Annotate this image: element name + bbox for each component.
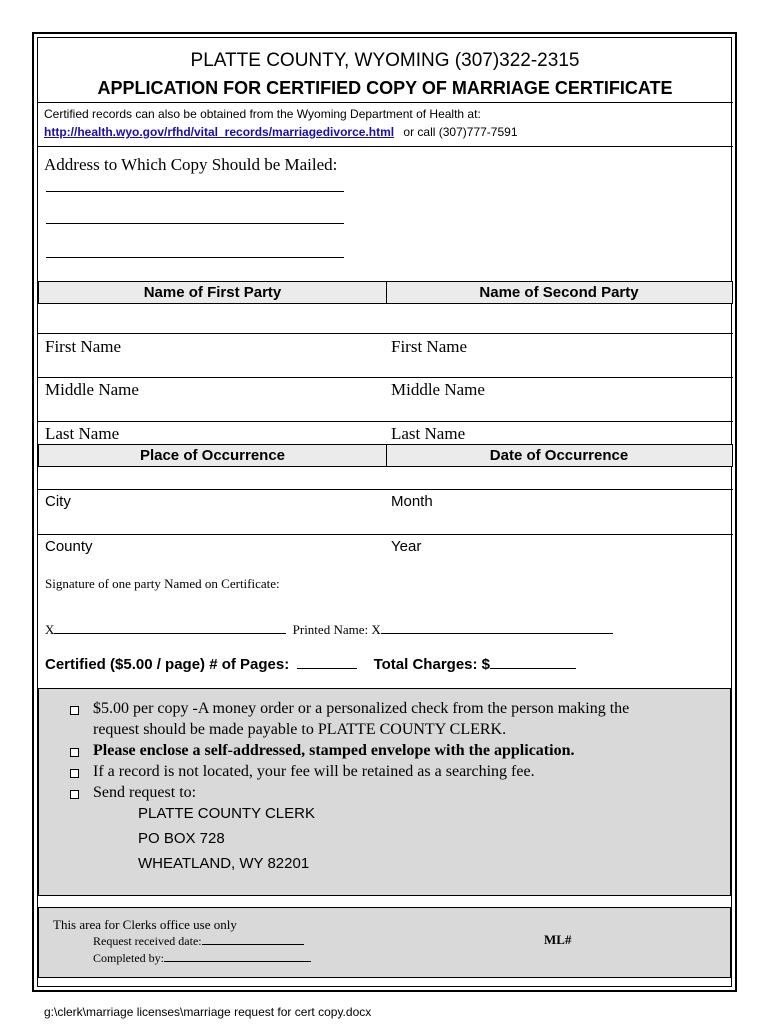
month-label: Month	[391, 493, 433, 510]
signature-x: X	[45, 622, 55, 637]
charges-row	[45, 656, 576, 673]
info-text: Certified records can also be obtained from the Wyoming Department of Health at:	[44, 107, 481, 121]
searching-fee-text: If a record is not located, your fee will be retained as a searching fee.	[93, 763, 535, 780]
received-field[interactable]	[202, 944, 304, 945]
fee-text-line1: $5.00 per copy -A money order or a personalized check from the person making the	[93, 700, 630, 717]
clerk-title: This area for Clerks office use only	[53, 917, 237, 932]
printed-name-field[interactable]	[381, 633, 613, 634]
received-row	[93, 934, 304, 949]
date-header: Date of Occurrence	[489, 447, 629, 464]
checkbox-envelope[interactable]	[70, 748, 79, 757]
mail-address-line2: PO BOX 728	[138, 830, 225, 847]
total-label: Total Charges: $	[373, 656, 491, 673]
form-title: APPLICATION FOR CERTIFIED COPY OF MARRIAGE CERTIFICATE	[97, 78, 673, 98]
address-line-3[interactable]	[46, 257, 344, 258]
received-label: Request received date:	[93, 934, 202, 948]
middle-name-label-2: Middle Name	[391, 380, 485, 399]
address-line-2[interactable]	[46, 223, 344, 224]
total-field[interactable]	[490, 668, 576, 669]
completed-row	[93, 951, 311, 966]
middle-name-line[interactable]	[38, 421, 733, 422]
send-request-text: Send request to:	[93, 784, 197, 801]
middle-name-label-1: Middle Name	[45, 380, 139, 399]
place-header: Place of Occurrence	[139, 447, 286, 464]
county-title: PLATTE COUNTY, WYOMING (307)322-2315	[190, 50, 580, 71]
pages-label: Certified ($5.00 / page) # of Pages:	[45, 656, 290, 673]
info-divider	[37, 146, 733, 147]
mail-address-line3: WHEATLAND, WY 82201	[138, 855, 310, 872]
occurrence-row-line-top	[38, 489, 733, 490]
mail-address-line1: PLATTE COUNTY CLERK	[138, 805, 315, 822]
occurrence-header-bar	[38, 444, 733, 467]
last-name-label-1: Last Name	[45, 424, 120, 443]
completed-field[interactable]	[164, 961, 311, 962]
info-link-row	[44, 125, 518, 139]
parties-header-bar	[38, 281, 733, 304]
address-line-1[interactable]	[46, 191, 344, 192]
header-divider	[37, 102, 733, 103]
county-label: County	[45, 538, 93, 555]
first-name-label-1: First Name	[45, 337, 122, 356]
last-name-label-2: Last Name	[391, 424, 466, 443]
parties-row-line-top	[38, 333, 733, 334]
signature-label: Signature of one party Named on Certificate:	[45, 576, 280, 591]
first-name-label-2: First Name	[391, 337, 468, 356]
checkbox-send-request[interactable]	[70, 790, 79, 799]
completed-label: Completed by:	[93, 951, 164, 965]
envelope-text: Please enclose a self-addressed, stamped envelope with the application.	[93, 742, 575, 759]
printed-name-label: Printed Name: X	[292, 622, 381, 637]
address-label: Address to Which Copy Should be Mailed:	[44, 155, 338, 174]
pages-field[interactable]	[297, 668, 357, 669]
call-text: or call (307)777-7591	[403, 125, 518, 139]
checkbox-fee[interactable]	[70, 706, 79, 715]
second-party-header: Name of Second Party	[479, 284, 639, 301]
health-dept-link[interactable]: http://health.wyo.gov/rfhd/vital_records/marriagedivorce.html	[44, 125, 395, 139]
city-label: City	[45, 493, 71, 510]
file-path-footer: g:\clerk\marriage licenses\marriage request for cert copy.docx	[44, 1005, 372, 1019]
city-month-line[interactable]	[38, 534, 733, 535]
first-name-line[interactable]	[38, 377, 733, 378]
ml-label: ML#	[544, 932, 572, 947]
first-party-header: Name of First Party	[143, 284, 282, 301]
signature-row	[45, 622, 613, 638]
signature-field[interactable]	[54, 633, 286, 634]
fee-text-line2: request should be made payable to PLATTE COUNTY CLERK.	[93, 721, 507, 738]
checkbox-searching-fee[interactable]	[70, 769, 79, 778]
year-label: Year	[391, 538, 422, 555]
